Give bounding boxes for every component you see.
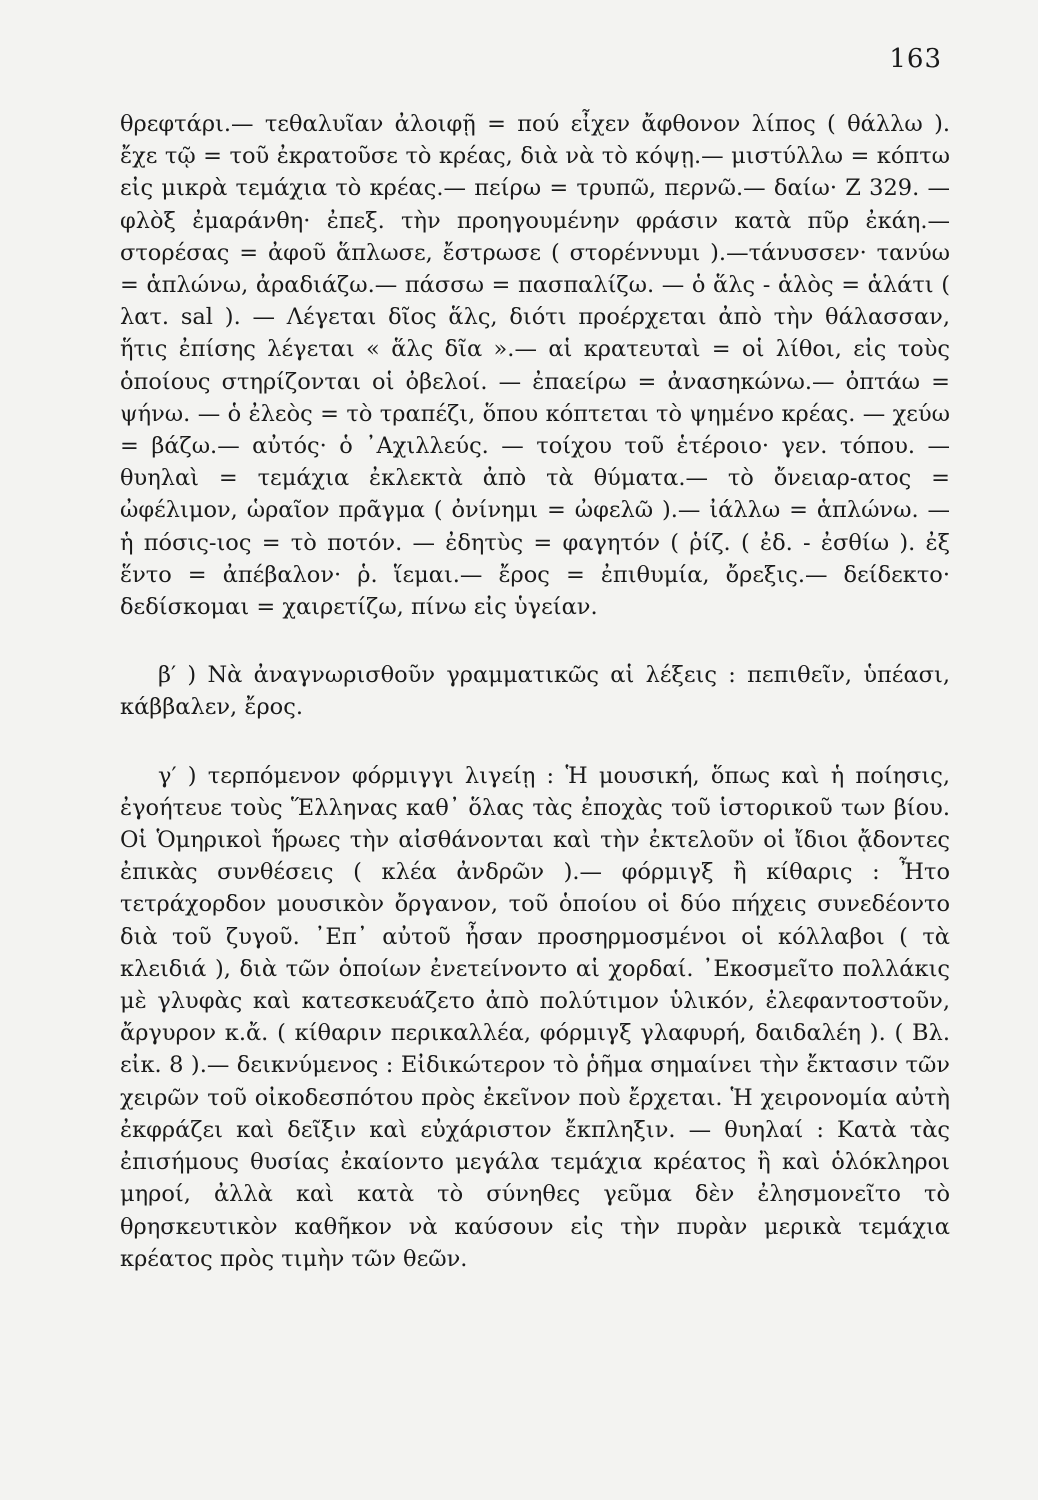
commentary-paragraph-vocabulary: θρεφτάρι.— τεθαλυῖαν ἀλοιφῇ = πού εἶχεν ἄφθονον λίπος ( θάλλω ). ἔχε τῷ = τοῦ ἐκρατοῦσε τὸ κρέας, διὰ νὰ τὸ κόψῃ.— μιστύλλω = κόπτω εἰς μικρὰ τεμάχια τὸ κρέας.— πείρω = τρυπῶ, περνῶ.— δαίω· Ζ 329. — φλὸξ ἐμαράνθη· ἐπεξ. τὴν προηγουμένην φράσιν κατὰ πῦρ ἐκάη.—στορέσας = ἀφοῦ ἅπλωσε, ἔστρωσε ( στορέννυμι ).—τάνυσσεν· τανύω = ἁπλώνω, ἀραδιάζω.— πάσσω = πασπαλίζω. — ὁ ἅλς - ἁλὸς = ἁλάτι ( λατ. sal ). — Λέγεται δῖος ἅλς, διότι προέρχεται ἀπὸ τὴν θάλασσαν, ἥτις ἐπίσης λέγεται « ἅλς δῖα ».— αἱ κρατευταὶ = οἱ λίθοι, εἰς τοὺς ὁποίους στηρίζονται οἱ ὀβελοί. — ἐπαείρω = ἀνασηκώνω.— ὀπτάω = ψήνω. — ὁ ἐλεὸς = τὸ τραπέζι, ὅπου κόπτεται τὸ ψημένο κρέας. — χεύω = βάζω.— αὐτός· ὁ ᾿Αχιλλεύς. — τοίχου τοῦ ἑτέροιο· γεν. τόπου. — θυηλαὶ = τεμάχια ἐκλεκτὰ ἀπὸ τὰ θύματα.— τὸ ὄνειαρ-ατος = ὠφέλιμον, ὡραῖον πρᾶγμα ( ὀνίνημι = ὠφελῶ ).— ἰάλλω = ἁπλώνω. — ἡ πόσις-ιος = τὸ ποτόν. — ἐδητὺς = φαγητόν ( ῥίζ. ( ἐδ. - ἐσθίω ). ἐξ ἕντο = ἀπέβαλον· ῥ. ἵεμαι.— ἔρος = ἐπιθυμία, ὄρεξις.— δείδεκτο· δεδίσκομαι = χαιρετίζω, πίνω εἰς ὑγείαν. xyxy=(120,111,950,621)
page-body xyxy=(120,108,950,1275)
exercise-paragraph-grammar: β′ ) Νὰ ἀναγνωρισθοῦν γραμματικῶς αἱ λέξεις : πεπιθεῖν, ὑπέασι, κάββαλεν, ἔρος. xyxy=(120,662,950,721)
page-number: 163 xyxy=(889,44,942,74)
commentary-paragraph-music: γ′ ) τερπόμενον φόρμιγγι λιγείῃ : Ἡ μουσική, ὅπως καὶ ἡ ποίησις, ἐγοήτευε τοὺς Ἕλληνας καθ᾿ ὅλας τὰς ἐποχὰς τοῦ ἱστορικοῦ των βίου. Οἱ Ὁμηρικοὶ ἥρωες τὴν αἰσθάνονται καὶ τὴν ἐκτελοῦν οἱ ἴδιοι ᾄδοντες ἐπικὰς συνθέσεις ( κλέα ἀνδρῶν ).— φόρμιγξ ἢ κίθαρις : Ἦτο τετράχορδον μουσικὸν ὄργανον, τοῦ ὁποίου οἱ δύο πήχεις συνεδέοντο διὰ τοῦ ζυγοῦ. ᾿Επ᾿ αὐτοῦ ἦσαν προσηρμοσμένοι οἱ κόλλαβοι ( τὰ κλειδιά ), διὰ τῶν ὁποίων ἐνετείνοντο αἱ χορδαί. ᾿Εκοσμεῖτο πολλάκις μὲ γλυφὰς καὶ κατεσκευάζετο ἀπὸ πολύτιμον ὑλικόν, ἐλεφαντοστοῦν, ἄργυρον κ.ἄ. ( κίθαριν περικαλλέα, φόρμιγξ γλαφυρή, δαιδαλέη ). ( Βλ. εἰκ. 8 ).— δεικνύμενος : Εἰδικώτερον τὸ ῥῆμα σημαίνει τὴν ἔκτασιν τῶν χειρῶν τοῦ οἰκοδεσπότου πρὸς ἐκεῖνον ποὺ ἔρχεται. Ἡ χειρονομία αὐτὴ ἐκφράζει καὶ δεῖξιν καὶ εὐχάριστον ἔκπληξιν. — θυηλαί : Κατὰ τὰς ἐπισήμους θυσίας ἐκαίοντο μεγάλα τεμάχια κρέατος ἢ καὶ ὁλόκληροι μηροί, ἀλλὰ καὶ κατὰ τὸ σύνηθες γεῦμα δὲν ἐλησμονεῖτο τὸ θρησκευτικὸν καθῆκον νὰ καύσουν εἰς τὴν πυρὰν μερικὰ τεμάχια κρέατος πρὸς τιμὴν τῶν θεῶν. xyxy=(120,762,950,1272)
